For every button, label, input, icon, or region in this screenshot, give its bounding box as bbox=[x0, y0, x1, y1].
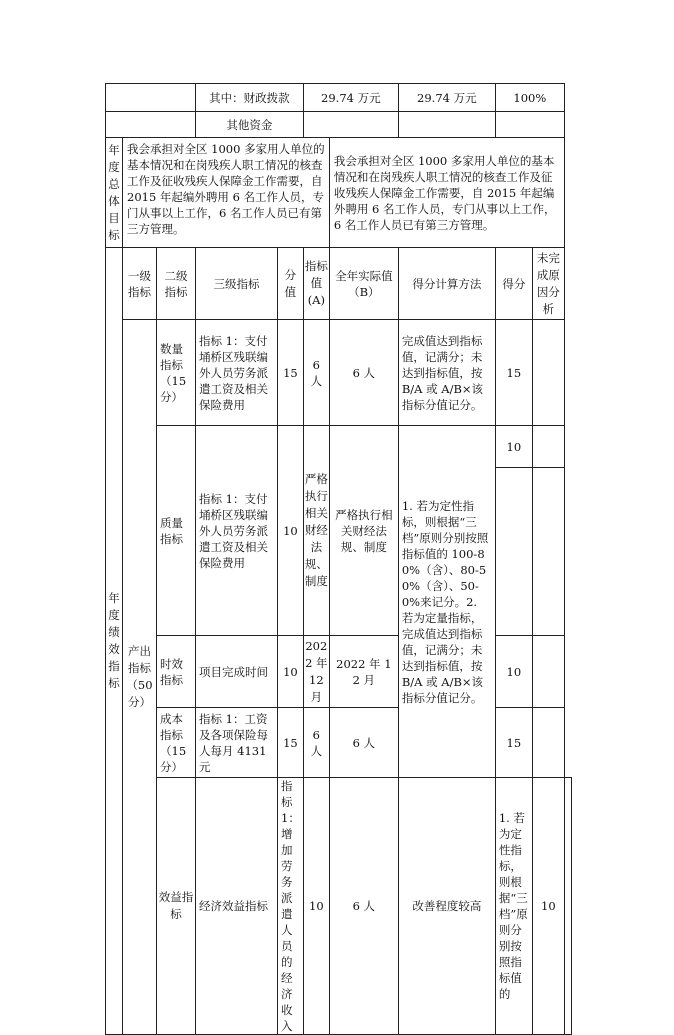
cost-actual: 6 人 bbox=[329, 708, 398, 778]
fiscal-funds-plan: 29.74 万元 bbox=[303, 84, 398, 112]
cost-level2: 成本指标（15分） bbox=[157, 708, 196, 778]
fiscal-funds-label: 其中：财政拨款 bbox=[196, 84, 304, 112]
annual-goal-label: 年度总体目标 bbox=[106, 138, 123, 248]
timeliness-level3: 项目完成时间 bbox=[196, 636, 278, 708]
timeliness-actual: 2022 年 12 月 bbox=[329, 636, 398, 708]
quantity-actual: 6 人 bbox=[329, 320, 398, 426]
quantity-level2: 数量指标（15分） bbox=[157, 320, 196, 426]
quantity-reason bbox=[532, 320, 564, 426]
indicators-section-label: 年度绩效指标 bbox=[106, 248, 123, 1035]
header-actual: 全年实际值（B） bbox=[329, 248, 398, 320]
header-target: 指标值(A) bbox=[303, 248, 329, 320]
output-indicator-label: 产出指标（50分） bbox=[123, 320, 157, 1035]
quantity-weight: 15 bbox=[278, 320, 304, 426]
other-funds-plan bbox=[303, 112, 398, 138]
header-level3: 三级指标 bbox=[196, 248, 278, 320]
quality-target: 严格执行相关财经法规、制度 bbox=[303, 426, 329, 636]
economic-level2: 经济效益指标 bbox=[196, 778, 278, 1035]
quality-level2: 质量指标 bbox=[157, 426, 196, 636]
performance-table bbox=[105, 83, 572, 1035]
header-method: 得分计算方法 bbox=[398, 248, 495, 320]
fiscal-funds-rate: 100% bbox=[495, 84, 564, 112]
fiscal-funds-actual: 29.74 万元 bbox=[398, 84, 495, 112]
annual-goal-planned: 我会承担对全区 1000 多家用人单位的基本情况和在岗残疾人职工情况的核查工作及征收残疾人保障金工作需要，自 2015 年起编外聘用 6 名工作人员，专门从事以上工作，6 名工作人员已有第三方管理。 bbox=[123, 138, 330, 248]
header-level1: 一级指标 bbox=[123, 248, 157, 320]
quality-actual: 严格执行相关财经法规、制度 bbox=[329, 426, 398, 636]
header-reason: 未完成原因分析 bbox=[532, 248, 564, 320]
quality-score-blank bbox=[495, 468, 532, 636]
benefit-indicator-label: 效益指标 bbox=[157, 778, 196, 1035]
quantity-target: 6 人 bbox=[303, 320, 329, 426]
other-funds-label: 其他资金 bbox=[196, 112, 304, 138]
cost-target: 6 人 bbox=[303, 708, 329, 778]
header-weight: 分值 bbox=[278, 248, 304, 320]
header-level2: 二级指标 bbox=[157, 248, 196, 320]
budget-blank-cell bbox=[106, 84, 196, 112]
quality-level3: 指标 1：支付埇桥区残联编外人员劳务派遣工资及相关保险费用 bbox=[196, 426, 278, 636]
other-funds-actual bbox=[398, 112, 495, 138]
quantity-level3: 指标 1：支付埇桥区残联编外人员劳务派遣工资及相关保险费用 bbox=[196, 320, 278, 426]
quality-reason-blank bbox=[532, 468, 564, 636]
timeliness-score: 10 bbox=[495, 636, 532, 708]
economic-level3: 指标 1：增加劳务派遣人员的经济收入 bbox=[278, 778, 304, 1035]
cost-score: 15 bbox=[495, 708, 532, 778]
economic-score: 10 bbox=[532, 778, 564, 1035]
economic-actual: 改善程度较高 bbox=[398, 778, 495, 1035]
economic-weight: 10 bbox=[303, 778, 329, 1035]
budget-blank-cell bbox=[106, 112, 196, 138]
quality-reason bbox=[532, 426, 564, 468]
header-score: 得分 bbox=[495, 248, 532, 320]
annual-goal-actual: 我会承担对全区 1000 多家用人单位的基本情况和在岗残疾人职工情况的核查工作及征收残疾人保障金工作需要，自 2015 年起编外聘用 6 名工作人员，专门从事以上工作，6 名工作人员已有第三方管理。 bbox=[329, 138, 564, 248]
other-funds-rate bbox=[495, 112, 564, 138]
economic-reason bbox=[564, 778, 571, 1035]
quantity-method: 完成值达到指标值，记满分；未达到指标值，按 B/A 或 A/B×该指标分值记分。 bbox=[398, 320, 495, 426]
economic-target: 6 人 bbox=[329, 778, 398, 1035]
economic-method: 1. 若为定性指标，则根据“三档”原则分别按照指标值的 bbox=[495, 778, 532, 1035]
cost-level3: 指标 1：工资及各项保险每人每月 4131 元 bbox=[196, 708, 278, 778]
quantity-score: 15 bbox=[495, 320, 532, 426]
quality-score: 10 bbox=[495, 426, 532, 468]
timeliness-weight: 10 bbox=[278, 636, 304, 708]
quality-weight: 10 bbox=[278, 426, 304, 636]
timeliness-level2: 时效指标 bbox=[157, 636, 196, 708]
cost-weight: 15 bbox=[278, 708, 304, 778]
quality-method: 1. 若为定性指标，则根据“三档”原则分别按照指标值的 100-80%（含）、80-50%（含）、50-0%来记分。2. 若为定量指标，完成值达到指标值，记满分；未达到指标值，按 B/A 或 A/B×该指标分值记分。 bbox=[398, 426, 495, 778]
cost-reason bbox=[532, 708, 564, 778]
timeliness-target: 2022 年 12 月 bbox=[303, 636, 329, 708]
timeliness-reason bbox=[532, 636, 564, 708]
